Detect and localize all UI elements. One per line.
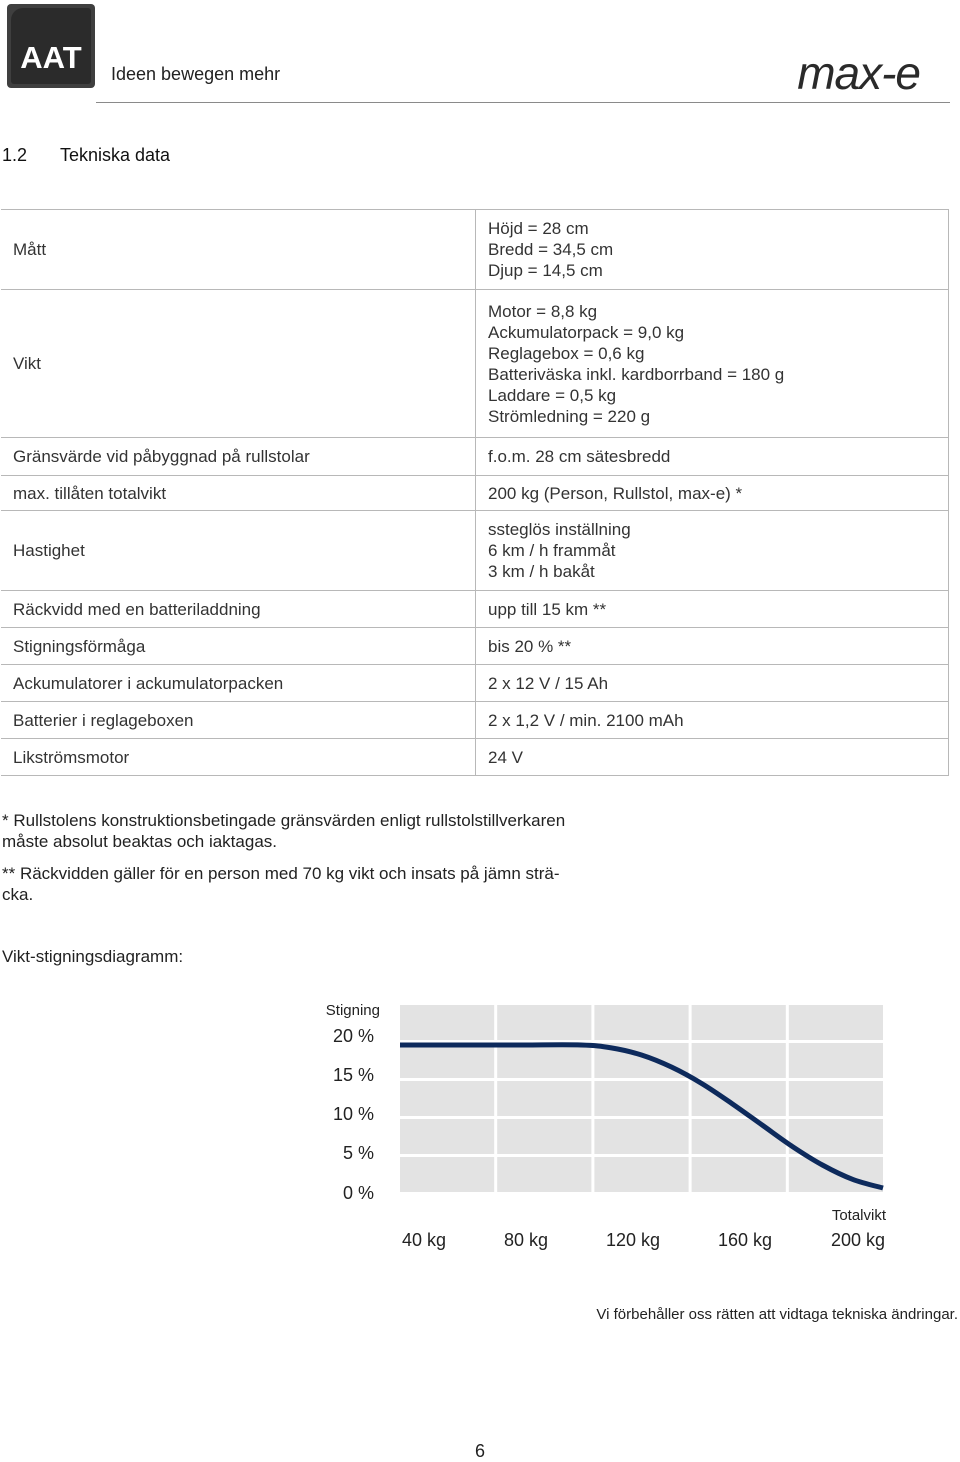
tech-data-table bbox=[1, 209, 949, 776]
grid-cell bbox=[400, 1119, 494, 1154]
grid-cell bbox=[789, 1081, 883, 1116]
grid-cell bbox=[594, 1119, 688, 1154]
grid-cell bbox=[692, 1005, 786, 1040]
row-label: Hastighet bbox=[1, 511, 476, 591]
disclaimer: Vi förbehåller oss rätten att vidtaga tekniska ändringar. bbox=[596, 1306, 958, 1323]
row-value-text: Motor = 8,8 kg Ackumulatorpack = 9,0 kg Reglagebox = 0,6 kg Batteriväska inkl. kardborrband = 180 g Laddare = 0,5 kg Strömledning = 220 g bbox=[488, 301, 785, 426]
table-row bbox=[1, 290, 949, 438]
table-row bbox=[1, 739, 949, 776]
table-row bbox=[1, 210, 949, 290]
row-value: 2 x 1,2 V / min. 2100 mAh bbox=[476, 702, 949, 739]
row-label: Vikt bbox=[1, 290, 476, 438]
row-label: Likströmsmotor bbox=[1, 739, 476, 776]
table-row bbox=[1, 511, 949, 591]
row-value: upp till 15 km ** bbox=[476, 591, 949, 628]
y-axis-title: Stigning bbox=[325, 1002, 380, 1019]
y-tick-label: 20 % bbox=[332, 1026, 374, 1046]
chart-plot-area bbox=[300, 995, 900, 1265]
y-tick-label: 5 % bbox=[342, 1143, 374, 1163]
grid-cell bbox=[400, 1081, 494, 1116]
grid-cell bbox=[400, 1043, 494, 1078]
row-label: Mått bbox=[1, 210, 476, 290]
row-value: bis 20 % ** bbox=[476, 628, 949, 665]
table-row bbox=[1, 702, 949, 739]
y-tick-label: 10 % bbox=[332, 1104, 374, 1124]
x-tick-label: 80 kg bbox=[503, 1230, 549, 1250]
grid-cell bbox=[594, 1005, 688, 1040]
row-value-text: Höjd = 28 cm Bredd = 34,5 cm Djup = 14,5 cm bbox=[488, 219, 614, 280]
grid-cell bbox=[400, 1005, 494, 1040]
table-row bbox=[1, 628, 949, 665]
tagline: Ideen bewegen mehr bbox=[111, 64, 281, 84]
row-label: Stigningsförmåga bbox=[1, 628, 476, 665]
row-value: 200 kg (Person, Rullstol, max-e) * bbox=[476, 476, 949, 511]
x-tick-label: 200 kg bbox=[830, 1230, 886, 1250]
brand-logo: max-e bbox=[797, 47, 920, 99]
row-label: Gränsvärde vid påbyggnad på rullstolar bbox=[1, 438, 476, 476]
row-value bbox=[476, 511, 949, 591]
row-value-text: ssteglös inställning 6 km / h frammåt 3 km / h bakåt bbox=[488, 520, 631, 581]
grid-cell bbox=[497, 1157, 591, 1192]
table-row bbox=[1, 476, 949, 511]
y-tick-label: 0 % bbox=[342, 1183, 374, 1203]
grid-cell bbox=[594, 1081, 688, 1116]
grid-cell bbox=[594, 1157, 688, 1192]
row-value bbox=[476, 290, 949, 438]
row-label: Ackumulatorer i ackumulatorpacken bbox=[1, 665, 476, 702]
row-label: Batterier i reglageboxen bbox=[1, 702, 476, 739]
logo-text: AAT bbox=[20, 40, 82, 75]
x-tick-label: 120 kg bbox=[605, 1230, 661, 1250]
x-axis-title: Totalvikt bbox=[831, 1207, 886, 1224]
aat-logo bbox=[7, 4, 95, 88]
grid-cell bbox=[497, 1081, 591, 1116]
grid-cell bbox=[692, 1119, 786, 1154]
grid-cell bbox=[497, 1005, 591, 1040]
grid-cell bbox=[400, 1157, 494, 1192]
row-label: max. tillåten totalvikt bbox=[1, 476, 476, 511]
weight-slope-chart bbox=[300, 995, 900, 1265]
grid-cell bbox=[692, 1157, 786, 1192]
grid-cell bbox=[497, 1119, 591, 1154]
table-row bbox=[1, 438, 949, 476]
footnote-1: * Rullstolens konstruktionsbetingade gränsvärden enligt rullstolstillverkaren måste absolut beaktas och iaktagas. bbox=[2, 811, 566, 851]
section-number: 1.2 bbox=[2, 145, 28, 165]
footnotes bbox=[2, 810, 602, 916]
grid-cell bbox=[789, 1005, 883, 1040]
y-tick-label: 15 % bbox=[332, 1065, 374, 1085]
table-row bbox=[1, 591, 949, 628]
grid-cell bbox=[692, 1043, 786, 1078]
header-divider bbox=[96, 102, 950, 103]
row-value: 2 x 12 V / 15 Ah bbox=[476, 665, 949, 702]
row-value: 24 V bbox=[476, 739, 949, 776]
x-tick-label: 40 kg bbox=[401, 1230, 447, 1250]
footnote-2: ** Räckvidden gäller för en person med 70 kg vikt och insats på jämn strä- cka. bbox=[2, 864, 560, 904]
section-heading bbox=[2, 145, 170, 166]
x-tick-label: 160 kg bbox=[717, 1230, 773, 1250]
logo-background bbox=[11, 8, 91, 84]
row-value bbox=[476, 210, 949, 290]
grid-cell bbox=[789, 1043, 883, 1078]
grid-cell bbox=[497, 1043, 591, 1078]
row-label: Räckvidd med en batteriladdning bbox=[1, 591, 476, 628]
grid-cell bbox=[789, 1119, 883, 1154]
section-title: Tekniska data bbox=[60, 145, 171, 165]
page-number: 6 bbox=[474, 1441, 485, 1461]
row-value: f.o.m. 28 cm sätesbredd bbox=[476, 438, 949, 476]
diagram-heading: Vikt-stigningsdiagramm: bbox=[2, 947, 184, 966]
table-row bbox=[1, 665, 949, 702]
